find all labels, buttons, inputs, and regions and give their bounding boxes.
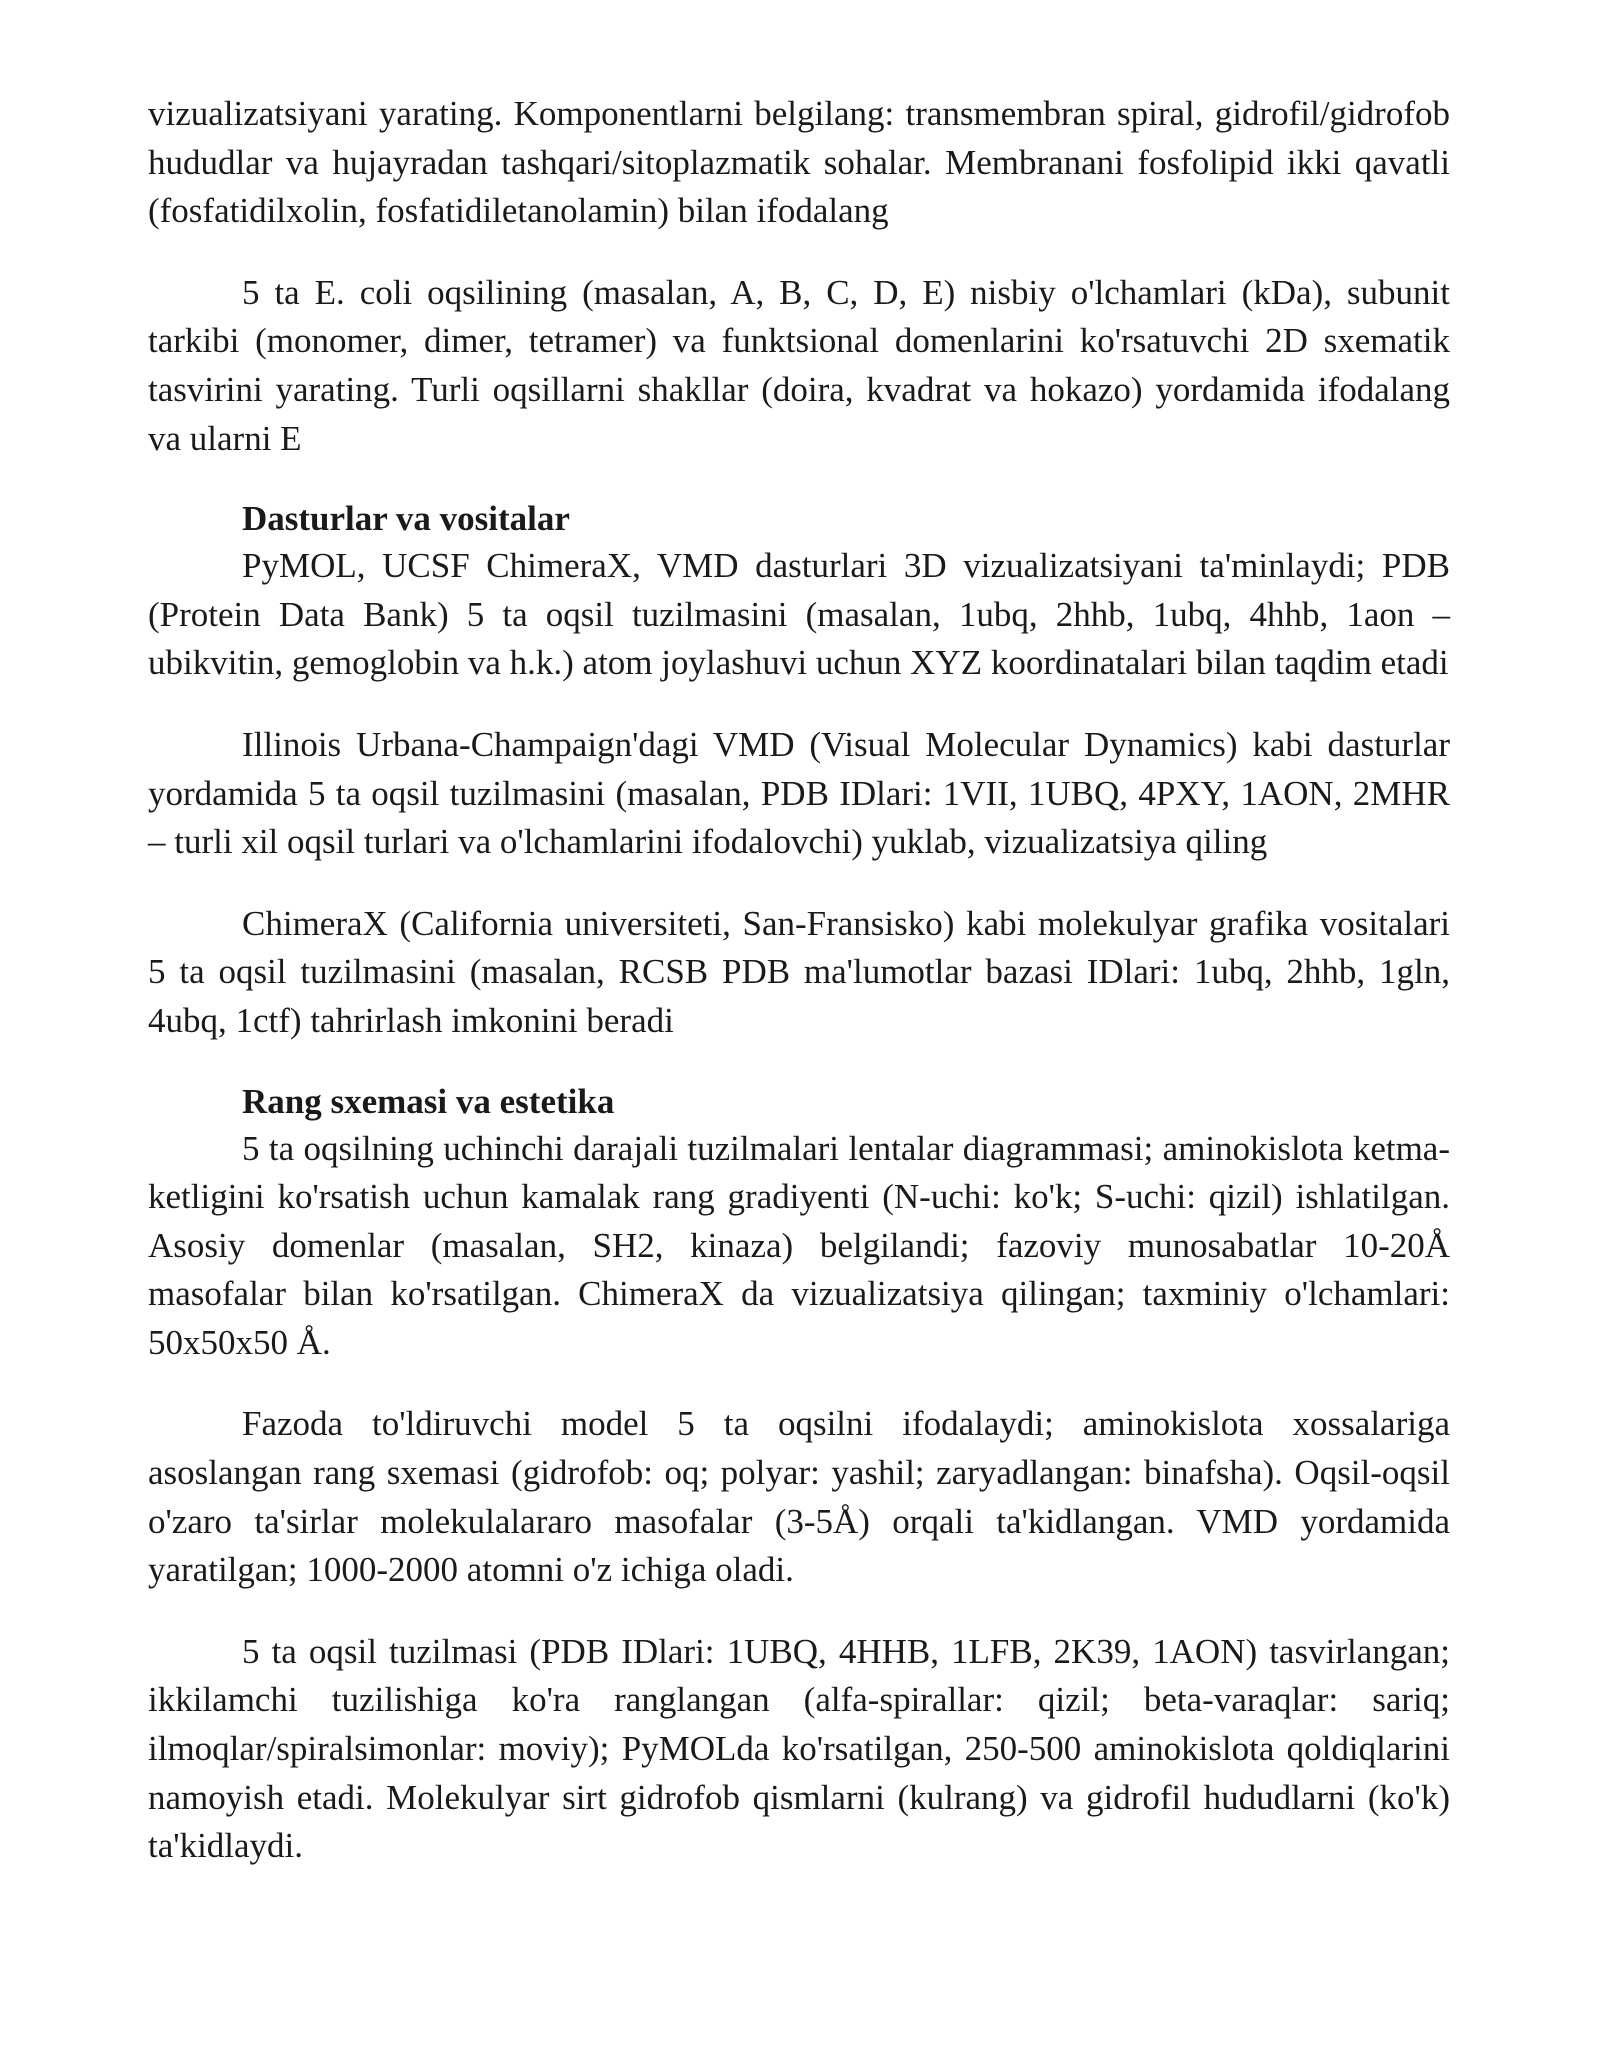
paragraph-membrane-visualization: vizualizatsiyani yarating. Komponentlarni belgilang: transmembran spiral, gidrofil/gidrofob hududlar va hujayradan tashqari/sitoplazmatik sohalar. Membranani fosfolipid ikki qavatli (fosfatidilxolin, fosfatidiletanolamin) bilan ifodalang xyxy=(148,94,1450,231)
paragraph-ecoli-schematic: 5 ta E. coli oqsilining (masalan, A, B, C, D, E) nisbiy o'lchamlari (kDa), subunit tarkibi (monomer, dimer, tetramer) va funktsional domenlarini ko'rsatuvchi 2D sxematik tasvirini yarating. Turli oqsillarni shakllar (doira, kvadrat va hokazo) yordamida ifodalang va ularni E xyxy=(148,272,1450,458)
paragraph-space-filling-model: Fazoda to'ldiruvchi model 5 ta oqsilni ifodalaydi; aminokislota xossalariga asoslangan rang sxemasi (gidrofob: oq; polyar: yashil; zaryadlangan: binafsha). Oqsil-oqsil o'zaro ta'sirlar molekulalararo masofalar (3-5Å) orqali ta'kidlangan. VMD yordamida yaratilgan; 1000-2000 atomni o'z ichiga oladi. xyxy=(148,1404,1450,1590)
paragraph-ribbon-diagram: 5 ta oqsilning uchinchi darajali tuzilmalari lentalar diagrammasi; aminokislota ketma-ketligini ko'rsatish uchun kamalak rang gradiyenti (N-uchi: ko'k; S-uchi: qizil) ishlatilgan. Asosiy domenlar (masalan, SH2, kinaza) belgilandi; fazoviy munosabatlar 10-20Å masofalar bilan ko'rsatilgan. ChimeraX da vizualizatsiya qilingan; taxminiy o'lchamlari: 50x50x50 Å. xyxy=(148,1128,1450,1362)
paragraph-pymol-chimerax-vmd: PyMOL, UCSF ChimeraX, VMD dasturlari 3D vizualizatsiyani ta'minlaydi; PDB (Protein Data Bank) 5 ta oqsil tuzilmasini (masalan, 1ubq, 2hhb, 1ubq, 4hhb, 1aon – ubikvitin, gemoglobin va h.k.) atom joylashuvi uchun XYZ koordinatalari bilan taqdim etadi xyxy=(148,546,1450,683)
paragraph-vmd-illinois: Illinois Urbana-Champaign'dagi VMD (Visual Molecular Dynamics) kabi dasturlar yordamida 5 ta oqsil tuzilmasini (masalan, PDB IDlari: 1VII, 1UBQ, 4PXY, 1AON, 2MHR – turli xil oqsil turlari va o'lchamlarini ifodalovchi) yuklab, vizualizatsiya qiling xyxy=(148,724,1450,862)
paragraph-chimerax-california: ChimeraX (California universiteti, San-Fransisko) kabi molekulyar grafika vositalari 5 ta oqsil tuzilmasini (masalan, RCSB PDB ma'lumotlar bazasi IDlari: 1ubq, 2hhb, 1gln, 4ubq, 1ctf) tahrirlash imkonini beradi xyxy=(148,903,1450,1040)
heading-software-tools: Dasturlar va vositalar xyxy=(242,499,570,539)
paragraph-secondary-structure: 5 ta oqsil tuzilmasi (PDB IDlari: 1UBQ, 4HHB, 1LFB, 2K39, 1AON) tasvirlangan; ikkilamchi tuzilishiga ko'ra ranglangan (alfa-spirallar: qizil; beta-varaqlar: sariq; ilmoqlar/spiralsimonlar: moviy); PyMOLda ko'rsatilgan, 250-500 aminokislota qoldiqlarini namoyish etadi. Molekulyar sirt gidrofob qismlarni (kulrang) va gidrofil hududlarni (ko'k) ta'kidlaydi. xyxy=(148,1631,1450,1866)
heading-color-scheme: Rang sxemasi va estetika xyxy=(242,1081,615,1121)
document-body xyxy=(148,90,1450,1904)
